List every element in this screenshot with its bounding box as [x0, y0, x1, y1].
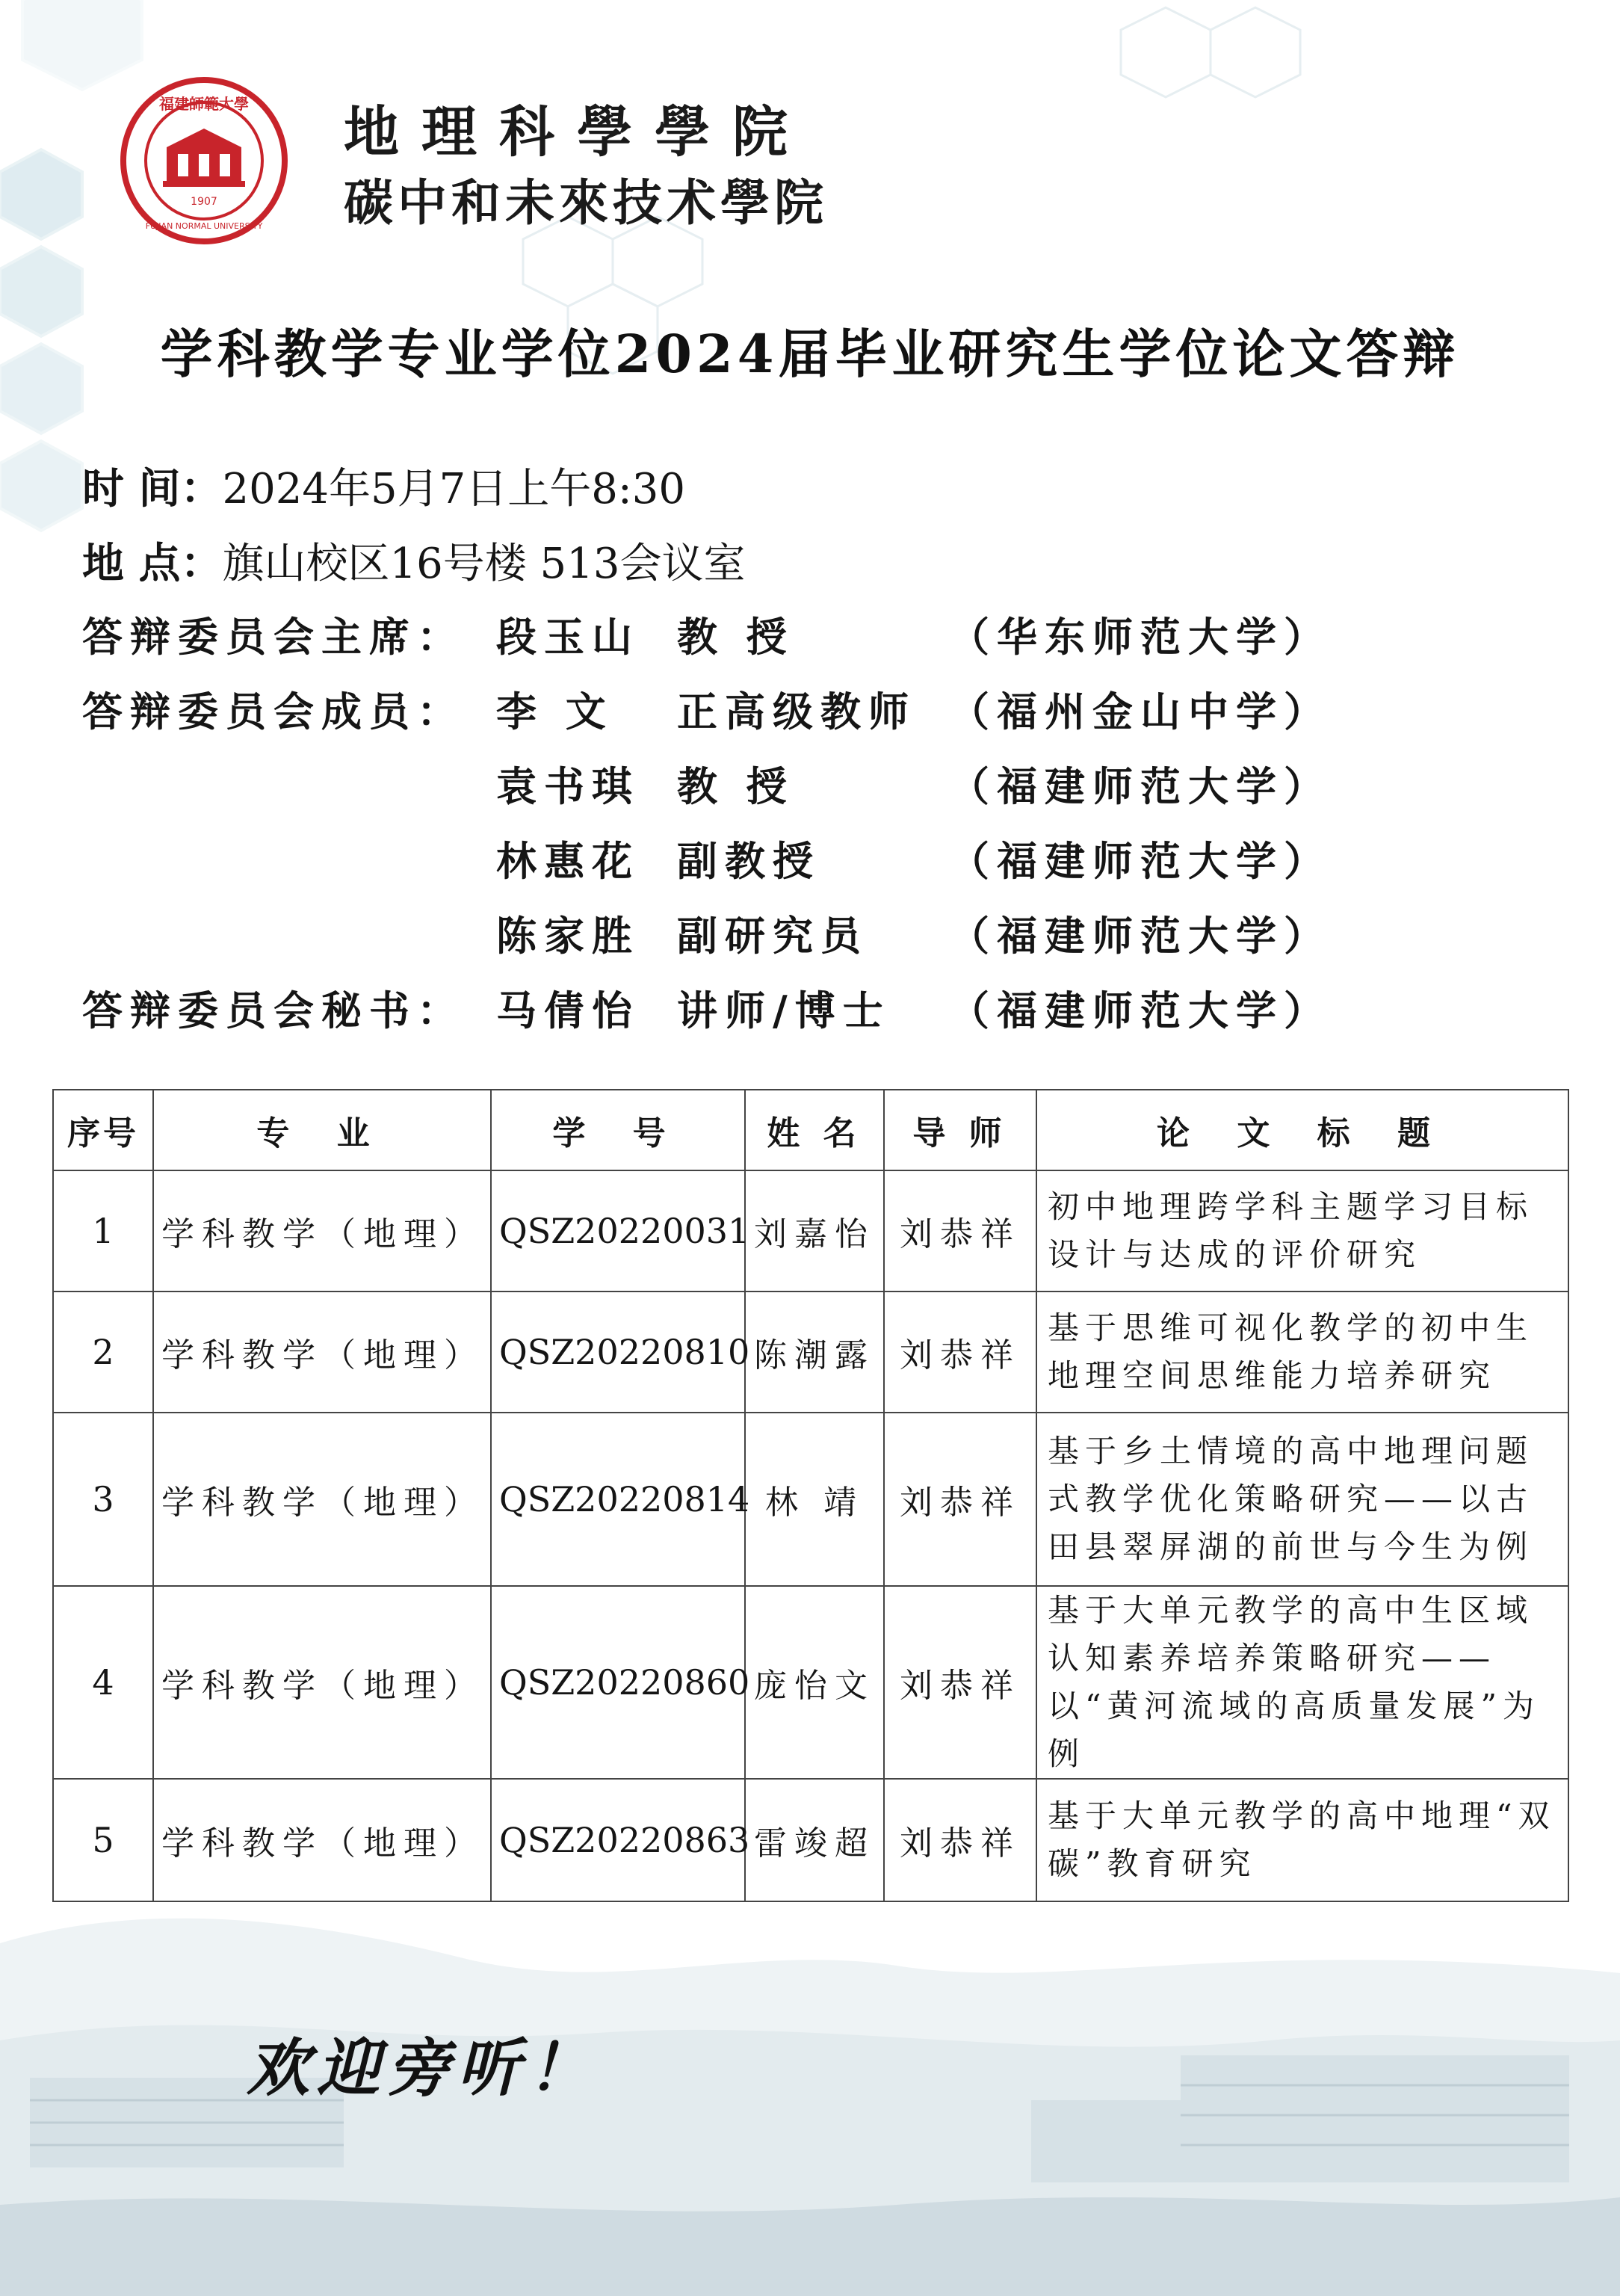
committee-member-institution: （福建师范大学） — [949, 987, 1332, 1034]
committee-member-title: 副研究员 — [677, 912, 868, 960]
committee-member-name: 林惠花 — [496, 837, 640, 885]
time-row — [82, 456, 685, 516]
row-advisor: 刘恭祥 — [884, 1413, 1036, 1586]
row-number: 5 — [53, 1779, 153, 1901]
column-header-name: 姓 名 — [745, 1090, 884, 1170]
row-major: 学科教学（地理） — [153, 1779, 491, 1901]
row-major: 学科教学（地理） — [153, 1586, 491, 1779]
defense-schedule-table — [52, 1089, 1569, 1902]
row-student-id: QSZ20220814 — [491, 1413, 745, 1586]
committee-member-institution: （福建师范大学） — [949, 912, 1332, 960]
time-value: 2024年5月7日上午8:30 — [222, 465, 686, 513]
committee-member-institution: （福建师范大学） — [949, 762, 1332, 810]
row-name: 林 靖 — [745, 1413, 884, 1586]
committee-member-name: 袁书琪 — [496, 762, 640, 810]
place-row — [82, 531, 745, 590]
row-number: 1 — [53, 1170, 153, 1292]
row-thesis-title: 基于大单元教学的高中生区域认知素养培养策略研究——以“黄河流域的高质量发展”为例 — [1036, 1586, 1568, 1779]
row-name: 雷竣超 — [745, 1779, 884, 1901]
committee-member-name: 段玉山 — [496, 613, 640, 661]
committee-role: 答辩委员会成员： — [82, 688, 465, 735]
column-header-major: 专 业 — [153, 1090, 491, 1170]
row-thesis-title: 初中地理跨学科主题学习目标设计与达成的评价研究 — [1036, 1170, 1568, 1292]
committee-member-title: 教 授 — [677, 613, 794, 661]
row-major: 学科教学（地理） — [153, 1170, 491, 1292]
row-student-id: QSZ20220810 — [491, 1292, 745, 1413]
row-name: 陈潮露 — [745, 1292, 884, 1413]
row-major: 学科教学（地理） — [153, 1413, 491, 1586]
row-advisor: 刘恭祥 — [884, 1170, 1036, 1292]
row-major: 学科教学（地理） — [153, 1292, 491, 1413]
committee-member-name: 陈家胜 — [496, 912, 640, 960]
committee-member-institution: （福州金山中学） — [949, 688, 1332, 735]
committee-member-name: 李 文 — [496, 688, 613, 735]
row-number: 2 — [53, 1292, 153, 1413]
row-thesis-title: 基于思维可视化教学的初中生地理空间思维能力培养研究 — [1036, 1292, 1568, 1413]
row-thesis-title: 基于乡土情境的高中地理问题式教学优化策略研究——以古田县翠屏湖的前世与今生为例 — [1036, 1413, 1568, 1586]
campus-sketch-background — [0, 1854, 1620, 2296]
committee-member-title: 教 授 — [677, 762, 794, 810]
table-row — [53, 1586, 1568, 1779]
committee-role: 答辩委员会秘书： — [82, 987, 465, 1034]
page-title: 学科教学专业学位2024届毕业研究生学位论文答辩 — [160, 323, 1460, 385]
row-name: 刘嘉怡 — [745, 1170, 884, 1292]
row-student-id: QSZ20220031 — [491, 1170, 745, 1292]
row-number: 4 — [53, 1586, 153, 1779]
institute-name-carbon-neutral: 碳中和未來技术學院 — [344, 173, 828, 232]
table-row — [53, 1170, 1568, 1292]
committee-role: 答辩委员会主席： — [82, 613, 465, 661]
table-row — [53, 1292, 1568, 1413]
table-row — [53, 1779, 1568, 1901]
institute-name-geography: 地理科學學院 — [344, 100, 810, 164]
committee-member-name: 马倩怡 — [496, 987, 640, 1034]
row-thesis-title: 基于大单元教学的高中地理“双碳”教育研究 — [1036, 1779, 1568, 1901]
row-advisor: 刘恭祥 — [884, 1586, 1036, 1779]
row-student-id: QSZ20220863 — [491, 1779, 745, 1901]
column-header-advisor: 导 师 — [884, 1090, 1036, 1170]
table-header-row — [53, 1090, 1568, 1170]
committee-member-institution: （华东师范大学） — [949, 613, 1332, 661]
committee-member-institution: （福建师范大学） — [949, 837, 1332, 885]
place-label: 地 点： — [82, 539, 223, 588]
column-header-number: 序号 — [53, 1090, 153, 1170]
university-seal-logo — [120, 76, 288, 245]
welcome-message: 欢迎旁听！ — [247, 2031, 599, 2105]
column-header-thesis-title: 论 文 标 题 — [1036, 1090, 1568, 1170]
time-label: 时 间： — [82, 464, 223, 513]
committee-member-title: 正高级教师 — [677, 688, 916, 735]
table-row — [53, 1413, 1568, 1586]
svg-text:1907: 1907 — [191, 196, 217, 208]
place-value: 旗山校区16号楼 513会议室 — [222, 540, 746, 588]
svg-text:FUJIAN NORMAL UNIVERSITY: FUJIAN NORMAL UNIVERSITY — [145, 221, 263, 231]
row-advisor: 刘恭祥 — [884, 1292, 1036, 1413]
row-name: 庞怡文 — [745, 1586, 884, 1779]
committee-member-title: 讲师/博士 — [677, 987, 891, 1034]
column-header-student-id: 学 号 — [491, 1090, 745, 1170]
row-advisor: 刘恭祥 — [884, 1779, 1036, 1901]
row-student-id: QSZ20220860 — [491, 1586, 745, 1779]
committee-member-title: 副教授 — [677, 837, 820, 885]
row-number: 3 — [53, 1413, 153, 1586]
svg-text:福建師範大學: 福建師範大學 — [159, 95, 249, 113]
